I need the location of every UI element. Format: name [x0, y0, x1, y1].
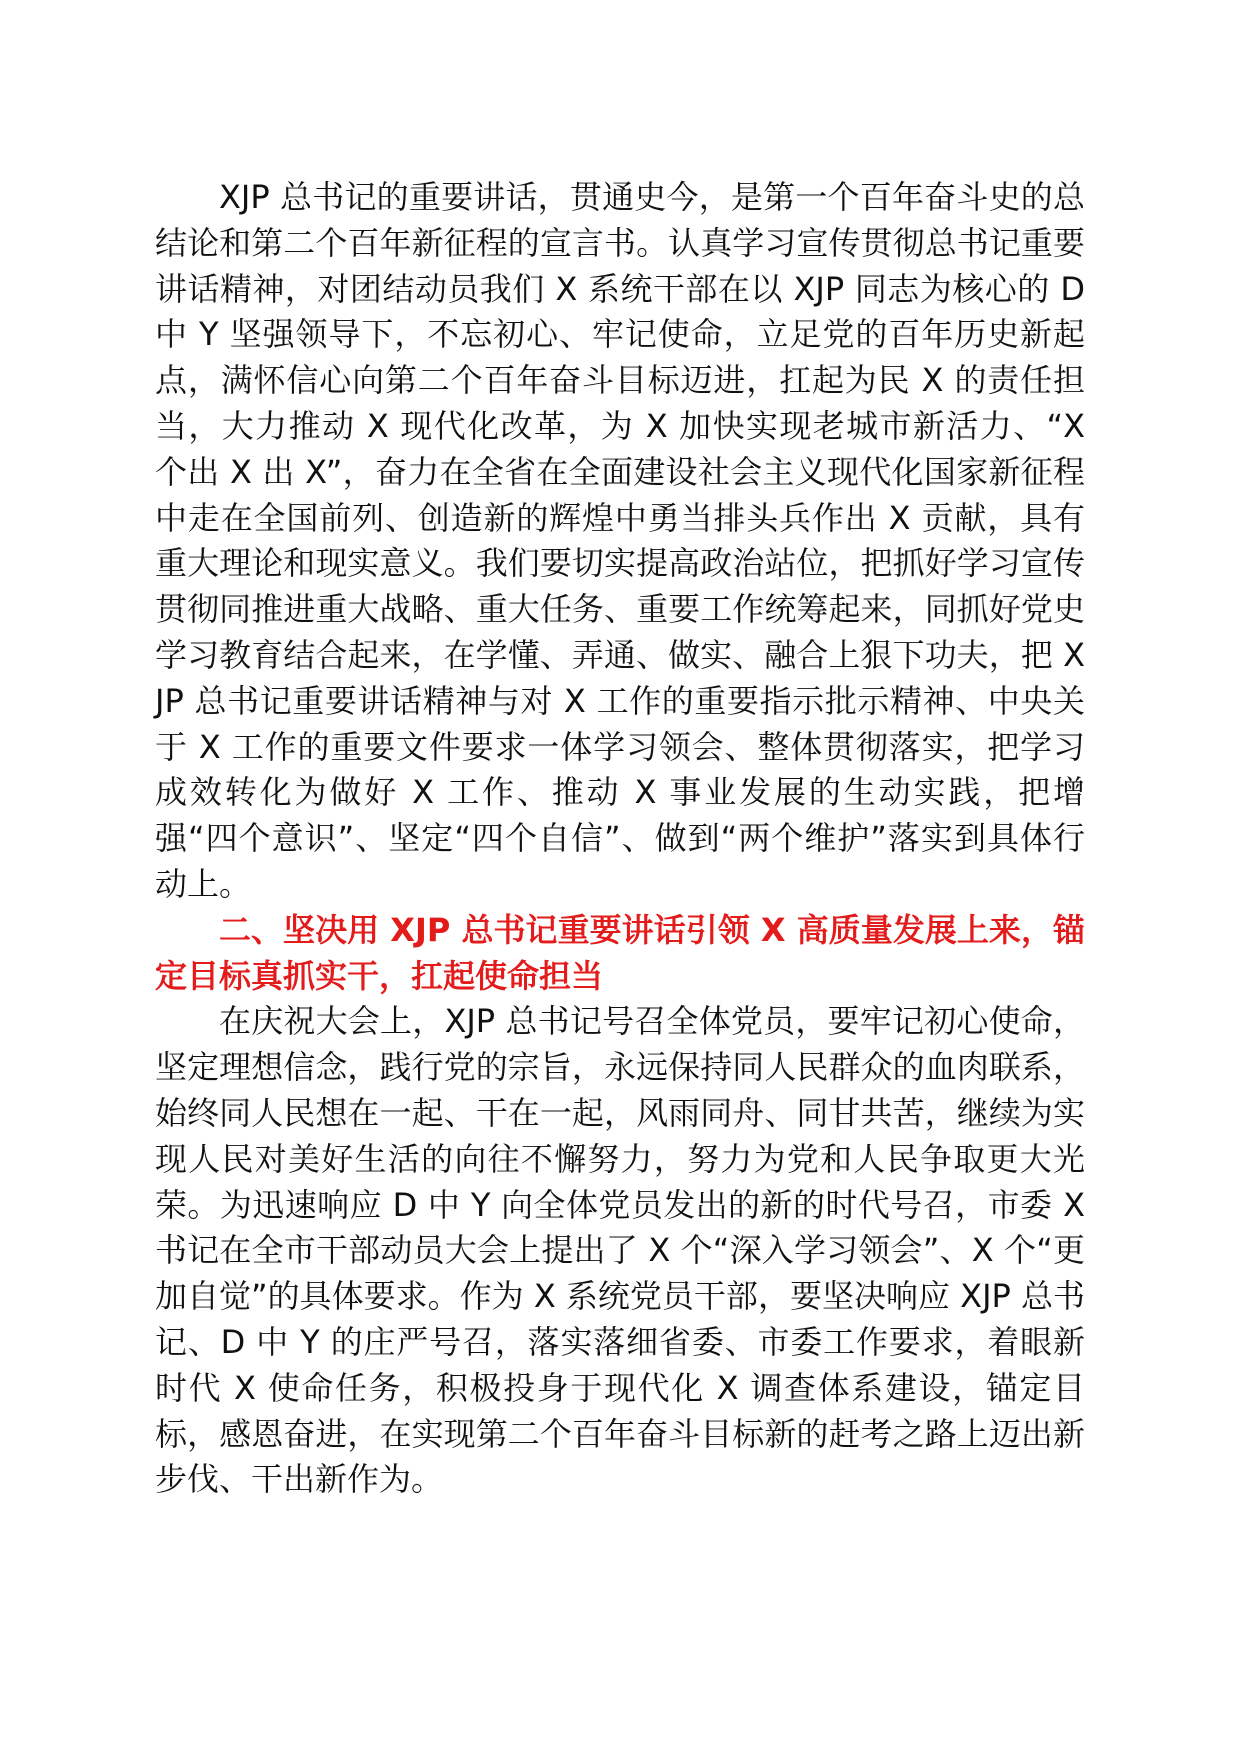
section-heading-2: 二、坚决用 XJP 总书记重要讲话引领 X 高质量发展上来，锚定目标真抓实干，扛起使命担当	[155, 910, 1085, 995]
body-paragraph-2: 在庆祝大会上，XJP 总书记号召全体党员，要牢记初心使命，坚定理想信念，践行党的宗旨，永远保持同人民群众的血肉联系，始终同人民想在一起、干在一起，风雨同舟、同甘共苦，继续为实现人民对美好生活的向往不懈努力，努力为党和人民争取更大光荣。为迅速响应 D 中 Y 向全体党员发出的新的时代号召，市委 X 书记在全市干部动员大会上提出了 X 个“深入学习领会”、X 个“更加自觉”的具体要求。作为 X 系统党员干部，要坚决响应 XJP 总书记、D 中 Y 的庄严号召，落实落细省委、市委工作要求，着眼新时代 X 使命任务，积极投身于现代化 X 调查体系建设，锚定目标，感恩奋进，在实现第二个百年奋斗目标新的赶考之路上迈出新步伐、干出新作为。	[155, 1002, 1085, 1499]
body-paragraph-1: XJP 总书记的重要讲话，贯通史今，是第一个百年奋斗史的总结论和第二个百年新征程的宣言书。认真学习宣传贯彻总书记重要讲话精神，对团结动员我们 X 系统干部在以 XJP 同志为核心的 D 中 Y 坚强领导下，不忘初心、牢记使命，立足党的百年历史新起点，满怀信心向第二个百年奋斗目标迈进，扛起为民 X 的责任担当，大力推动 X 现代化改革，为 X 加快实现老城市新活力、“X 个出 X 出 X”，奋力在全省在全面建设社会主义现代化国家新征程中走在全国前列、创造新的辉煌中勇当排头兵作出 X 贡献，具有重大理论和现实意义。我们要切实提高政治站位，把抓好学习宣传贯彻同推进重大战略、重大任务、重要工作统筹起来，同抓好党史学习教育结合起来，在学懂、弄通、做实、融合上狠下功夫，把 XJP 总书记重要讲话精神与对 X 工作的重要指示批示精神、中央关于 X 工作的重要文件要求一体学习领会、整体贯彻落实，把学习成效转化为做好 X 工作、推动 X 事业发展的生动实践，把增强“四个意识”、坚定“四个自信”、做到“两个维护”落实到具体行动上。	[155, 178, 1085, 903]
document-page	[155, 175, 1085, 1503]
